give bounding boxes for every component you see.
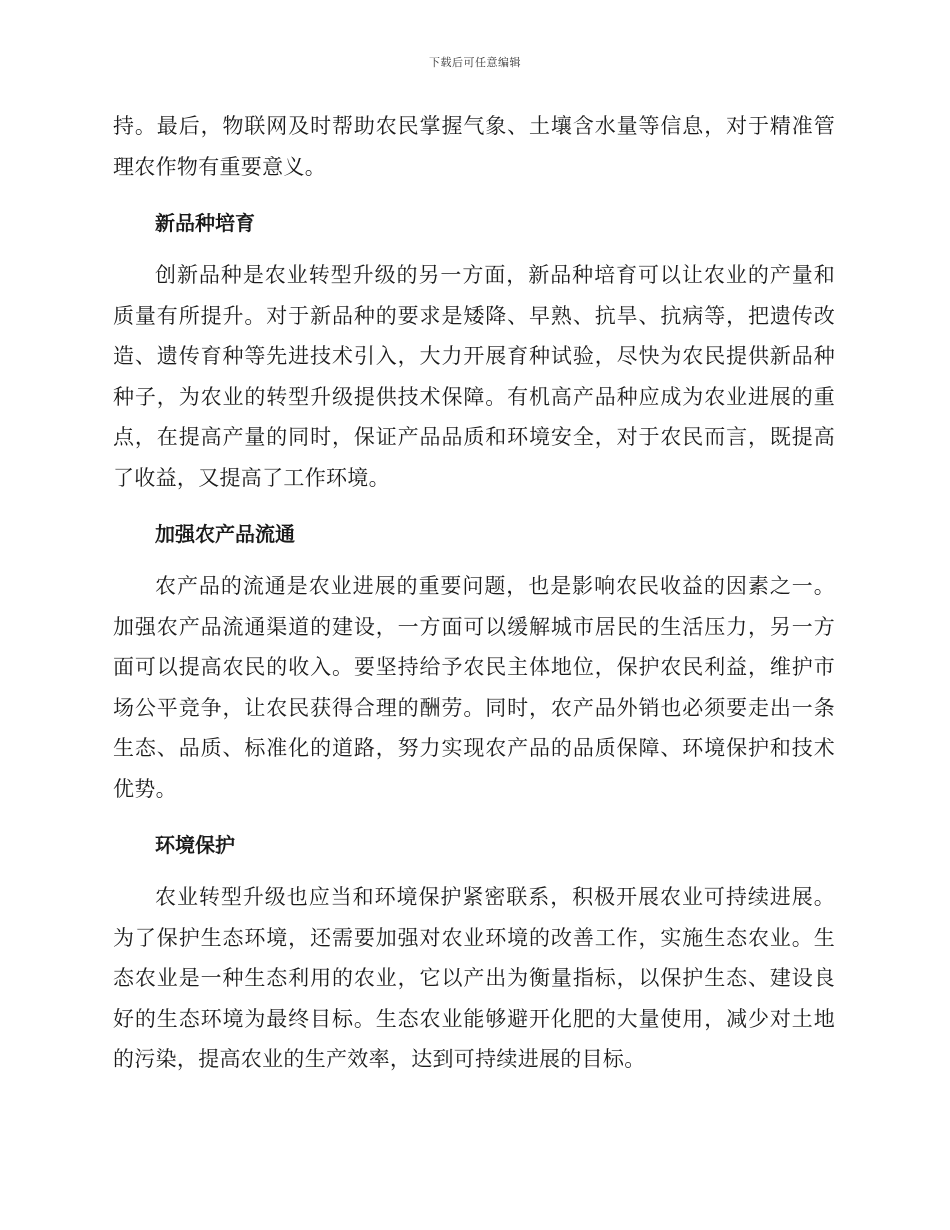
section-heading-new-varieties: 新品种培育 bbox=[155, 211, 255, 235]
document-body bbox=[113, 106, 835, 1080]
page-header: 下载后可任意编辑 bbox=[429, 56, 521, 69]
continued-paragraph: 持。最后，物联网及时帮助农民掌握气象、土壤含水量等信息，对于精准管理农作物有重要意义。 bbox=[113, 114, 835, 179]
section-heading-environment: 环境保护 bbox=[155, 833, 235, 857]
section-paragraph-environment: 农业转型升级也应当和环境保护紧密联系，积极开展农业可持续进展。为了保护生态环境，还需要加强对农业环境的改善工作，实施生态农业。生态农业是一种生态利用的农业，它以产出为衡量指标，以保护生态、建设良好的生态环境为最终目标。生态农业能够避开化肥的大量使用，减少对土地的污染，提高农业的生产效率，达到可持续进展的目标。 bbox=[113, 885, 835, 1071]
section-paragraph-circulation: 农产品的流通是农业进展的重要问题，也是影响农民收益的因素之一。加强农产品流通渠道的建设，一方面可以缓解城市居民的生活压力，另一方面可以提高农民的收入。要坚持给予农民主体地位，保护农民利益，维护市场公平竞争，让农民获得合理的酬劳。同时，农产品外销也必须要走出一条生态、品质、标准化的道路，努力实现农产品的品质保障、环境保护和技术优势。 bbox=[113, 574, 835, 801]
section-paragraph-new-varieties: 创新品种是农业转型升级的另一方面，新品种培育可以让农业的产量和质量有所提升。对于新品种的要求是矮降、早熟、抗旱、抗病等，把遗传改造、遗传育种等先进技术引入，大力开展育种试验，尽快为农民提供新品种种子，为农业的转型升级提供技术保障。有机高产品种应成为农业进展的重点，在提高产量的同时，保证产品品质和环境安全，对于农民而言，既提高了收益，又提高了工作环境。 bbox=[113, 263, 835, 490]
section-heading-circulation: 加强农产品流通 bbox=[155, 522, 295, 546]
